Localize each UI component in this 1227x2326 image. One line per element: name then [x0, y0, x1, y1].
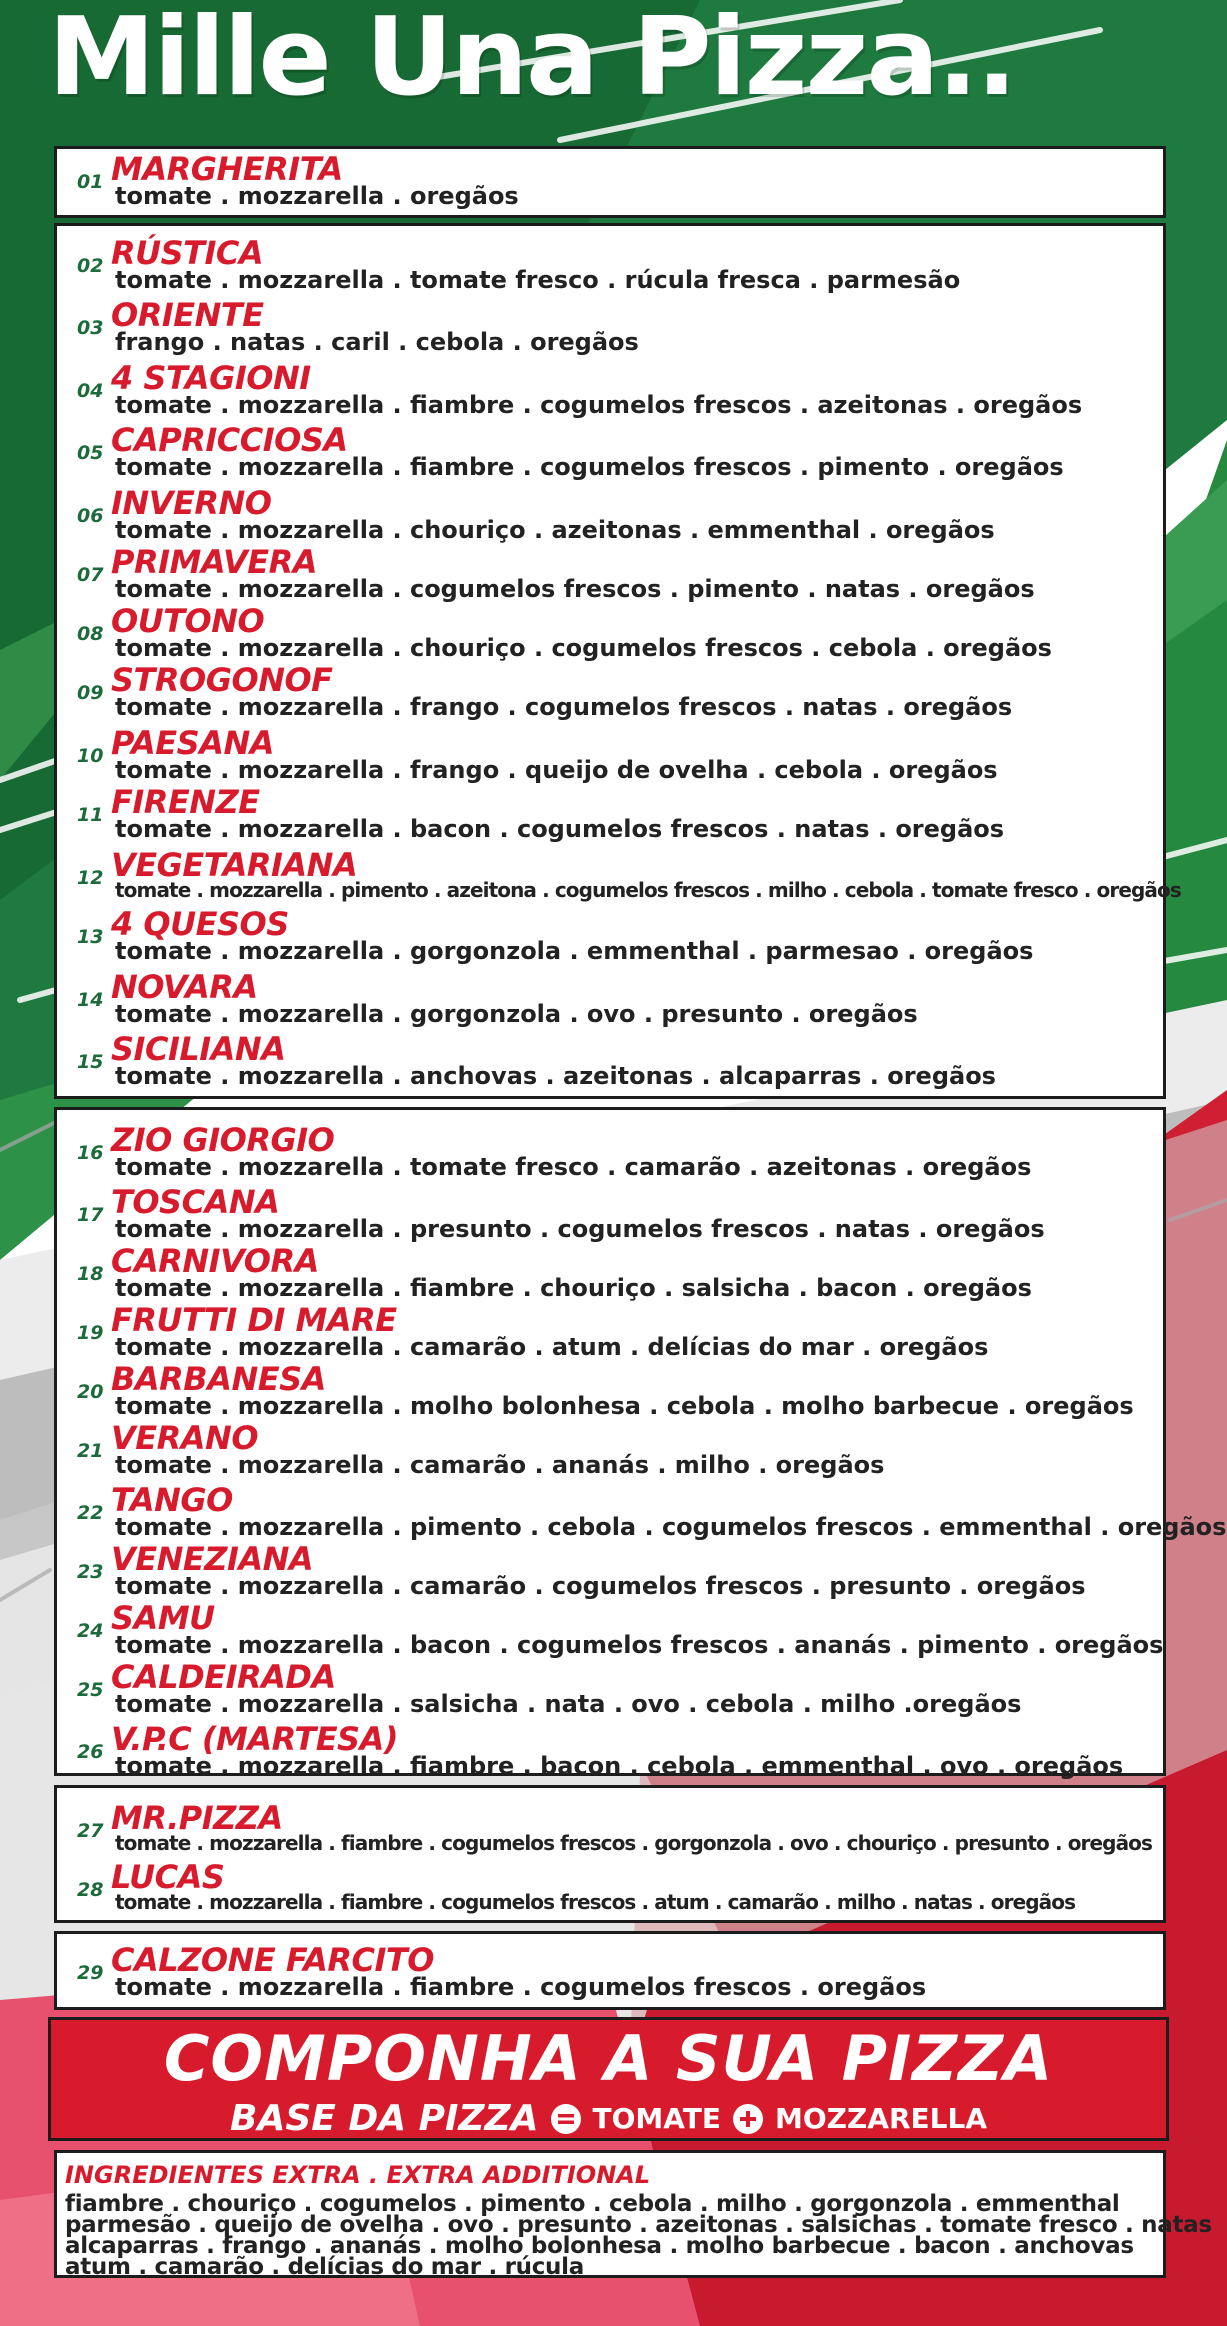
- pizza-item: [57, 1720, 1163, 1789]
- pizza-item: [57, 296, 1163, 365]
- pizza-section-3: [54, 1107, 1227, 1780]
- pizza-number: 19: [77, 1322, 104, 1344]
- pizza-ingredients: tomate . mozzarella . gorgonzola . ovo . presunto . oregãos: [115, 1000, 918, 1028]
- pizza-number: 28: [77, 1879, 104, 1901]
- pizza-item: [57, 905, 1163, 974]
- equals-icon: [551, 2104, 581, 2134]
- pizza-name: STROGONOF: [111, 661, 333, 699]
- pizza-number: 09: [77, 682, 104, 704]
- pizza-ingredients: tomate . mozzarella . chouriço . azeitonas . emmenthal . oregãos: [115, 516, 995, 544]
- pizza-name: VEGETARIANA: [111, 846, 358, 884]
- pizza-name: PRIMAVERA: [111, 543, 317, 581]
- pizza-item: [57, 1658, 1163, 1727]
- extras-line: atum . camarão . delícias do mar . rúcula: [65, 2254, 584, 2280]
- pizza-name: SAMU: [111, 1599, 215, 1637]
- pizza-number: 29: [77, 1962, 104, 1984]
- pizza-ingredients: tomate . mozzarella . fiambre . cogumelos frescos . gorgonzola . ovo . chouriço . presunto . oregãos: [115, 1831, 1153, 1855]
- pizza-ingredients: tomate . mozzarella . oregãos: [115, 182, 519, 210]
- pizza-number: 15: [77, 1051, 104, 1073]
- pizza-name: FRUTTI DI MARE: [111, 1301, 397, 1339]
- pizza-section-4: [54, 1785, 1166, 1923]
- pizza-number: 05: [77, 442, 104, 464]
- pizza-number: 25: [77, 1679, 104, 1701]
- pizza-number: 21: [77, 1440, 104, 1462]
- pizza-item: [57, 150, 1163, 219]
- extras-line: alcaparras . frango . ananás . molho bolonhesa . molho barbecue . bacon . anchovas: [65, 2233, 1134, 2259]
- pizza-name: RÚSTICA: [111, 234, 264, 272]
- base-sauce: TOMATE: [592, 2102, 721, 2135]
- pizza-ingredients: tomate . mozzarella . fiambre . chouriço . salsicha . bacon . oregãos: [115, 1274, 1032, 1302]
- pizza-number: 17: [77, 1204, 104, 1226]
- pizza-name: VENEZIANA: [111, 1540, 314, 1578]
- pizza-ingredients: tomate . mozzarella . fiambre . cogumelos frescos . oregãos: [115, 1973, 927, 2001]
- extras-title: INGREDIENTES EXTRA . EXTRA ADDITIONAL: [65, 2161, 651, 2189]
- pizza-name: CALZONE FARCITO: [111, 1941, 434, 1979]
- pizza-ingredients: tomate . mozzarella . camarão . ananás . milho . oregãos: [115, 1451, 885, 1479]
- pizza-name: ORIENTE: [111, 296, 264, 334]
- pizza-number: 18: [77, 1263, 104, 1285]
- pizza-name: PAESANA: [111, 724, 274, 762]
- pizza-number: 13: [77, 926, 104, 948]
- pizza-name: FIRENZE: [111, 783, 260, 821]
- pizza-item: [57, 234, 1163, 303]
- pizza-number: 24: [77, 1620, 104, 1642]
- pizza-ingredients: tomate . mozzarella . fiambre . cogumelos frescos . azeitonas . oregãos: [115, 391, 1083, 419]
- pizza-ingredients: tomate . mozzarella . molho bolonhesa . cebola . molho barbecue . oregãos: [115, 1392, 1134, 1420]
- pizza-number: 04: [77, 380, 104, 402]
- pizza-number: 03: [77, 317, 104, 339]
- pizza-number: 06: [77, 505, 104, 527]
- pizza-number: 02: [77, 255, 104, 277]
- pizza-name: VERANO: [111, 1419, 259, 1457]
- pizza-ingredients: tomate . mozzarella . fiambre . bacon . cebola . emmenthal . ovo . oregãos: [115, 1752, 1124, 1780]
- pizza-ingredients: tomate . mozzarella . pimento . cebola . cogumelos frescos . emmenthal . oregãos: [115, 1513, 1227, 1541]
- pizza-name: CARNIVORA: [111, 1242, 319, 1280]
- pizza-item: [57, 1419, 1163, 1488]
- pizza-ingredients: tomate . mozzarella . camarão . cogumelos frescos . presunto . oregãos: [115, 1572, 1086, 1600]
- pizza-name: BARBANESA: [111, 1360, 326, 1398]
- pizza-ingredients: tomate . mozzarella . cogumelos frescos . pimento . natas . oregãos: [115, 575, 1035, 603]
- pizza-name: TOSCANA: [111, 1183, 280, 1221]
- pizza-number: 08: [77, 623, 104, 645]
- pizza-item: [57, 1941, 1163, 2010]
- pizza-name: INVERNO: [111, 484, 272, 522]
- pizza-number: 07: [77, 564, 104, 586]
- pizza-ingredients: tomate . mozzarella . chouriço . cogumelos frescos . cebola . oregãos: [115, 634, 1052, 662]
- pizza-ingredients: tomate . mozzarella . salsicha . nata . ovo . cebola . milho .oregãos: [115, 1690, 1022, 1718]
- pizza-name: MARGHERITA: [111, 150, 343, 188]
- pizza-section-2: [54, 223, 1181, 1099]
- pizza-name: CALDEIRADA: [111, 1658, 336, 1696]
- pizza-number: 11: [77, 804, 104, 826]
- pizza-item: [57, 421, 1163, 490]
- pizza-number: 14: [77, 989, 104, 1011]
- compose-title: COMPONHA A SUA PIZZA: [163, 2022, 1054, 2095]
- pizza-number: 23: [77, 1561, 104, 1583]
- pizza-ingredients: tomate . mozzarella . tomate fresco . camarão . azeitonas . oregãos: [115, 1153, 1032, 1181]
- pizza-item: [57, 968, 1163, 1037]
- plus-icon: [733, 2104, 763, 2134]
- pizza-name: 4 QUESOS: [111, 905, 289, 943]
- pizza-item: [57, 783, 1163, 852]
- pizza-item: [57, 359, 1163, 428]
- pizza-name: SICILIANA: [111, 1030, 286, 1068]
- pizza-item: [57, 1540, 1163, 1609]
- pizza-ingredients: tomate . mozzarella . tomate fresco . rúcula fresca . parmesão: [115, 266, 961, 294]
- pizza-ingredients: tomate . mozzarella . fiambre . cogumelos frescos . pimento . oregãos: [115, 453, 1064, 481]
- pizza-ingredients: tomate . mozzarella . gorgonzola . emmenthal . parmesao . oregãos: [115, 937, 1034, 965]
- extras-line: fiambre . chouriço . cogumelos . pimento . cebola . milho . gorgonzola . emmenthal: [65, 2191, 1120, 2217]
- pizza-name: TANGO: [111, 1481, 233, 1519]
- pizza-name: V.P.C (MARTESA): [111, 1720, 398, 1758]
- pizza-item: [57, 1030, 1163, 1099]
- pizza-name: NOVARA: [111, 968, 258, 1006]
- pizza-number: 10: [77, 745, 104, 767]
- pizza-name: OUTONO: [111, 602, 265, 640]
- base-cheese: MOZZARELLA: [775, 2102, 987, 2135]
- pizza-number: 26: [77, 1741, 104, 1763]
- pizza-section-1: [54, 146, 1166, 218]
- pizza-number: 20: [77, 1381, 104, 1403]
- pizza-section-5: [54, 1931, 1166, 2010]
- pizza-ingredients: tomate . mozzarella . presunto . cogumelos frescos . natas . oregãos: [115, 1215, 1045, 1243]
- pizza-name: 4 STAGIONI: [111, 359, 311, 397]
- pizza-ingredients: tomate . mozzarella . frango . queijo de ovelha . cebola . oregãos: [115, 756, 998, 784]
- pizza-name: MR.PIZZA: [111, 1799, 283, 1837]
- pizza-item: [57, 661, 1163, 730]
- pizza-ingredients: tomate . mozzarella . frango . cogumelos frescos . natas . oregãos: [115, 693, 1013, 721]
- pizza-name: CAPRICCIOSA: [111, 421, 348, 459]
- pizza-ingredients: tomate . mozzarella . bacon . cogumelos frescos . ananás . pimento . oregãos: [115, 1631, 1164, 1659]
- menu-title: Mille Una Pizza..: [48, 0, 1016, 120]
- pizza-item: [57, 1858, 1163, 1927]
- pizza-ingredients: tomate . mozzarella . pimento . azeitona . cogumelos frescos . milho . cebola . tomate fresco . oregãos: [115, 878, 1181, 902]
- pizza-number: 12: [77, 867, 104, 889]
- extras-line: parmesão . queijo de ovelha . ovo . presunto . azeitonas . salsichas . tomate fresco . natas: [65, 2212, 1212, 2238]
- pizza-ingredients: tomate . mozzarella . bacon . cogumelos frescos . natas . oregãos: [115, 815, 1005, 843]
- pizza-number: 22: [77, 1502, 104, 1524]
- pizza-ingredients: tomate . mozzarella . fiambre . cogumelos frescos . atum . camarão . milho . natas . oregãos: [115, 1890, 1076, 1914]
- pizza-number: 01: [77, 171, 104, 193]
- pizza-name: LUCAS: [111, 1858, 225, 1896]
- pizza-item: [57, 1121, 1163, 1190]
- compose-banner: [48, 2017, 1169, 2141]
- pizza-base-row: [51, 2098, 1166, 2139]
- pizza-ingredients: tomate . mozzarella . camarão . atum . delícias do mar . oregãos: [115, 1333, 989, 1361]
- pizza-number: 27: [77, 1820, 104, 1842]
- pizza-ingredients: tomate . mozzarella . anchovas . azeitonas . alcaparras . oregãos: [115, 1062, 996, 1090]
- extra-ingredients-box: [54, 2150, 1212, 2280]
- pizza-name: ZIO GIORGIO: [111, 1121, 335, 1159]
- pizza-ingredients: frango . natas . caril . cebola . oregãos: [115, 328, 639, 356]
- base-label: BASE DA PIZZA: [230, 2098, 539, 2139]
- pizza-number: 16: [77, 1142, 104, 1164]
